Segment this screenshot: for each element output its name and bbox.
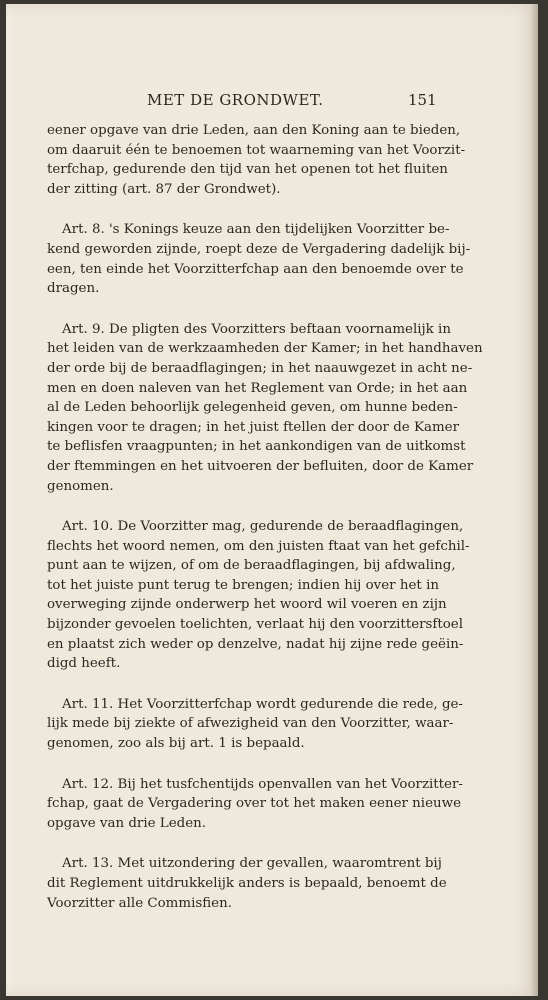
text-line: opgave van drie Leden. bbox=[47, 815, 206, 831]
article-12 bbox=[47, 775, 463, 834]
text-line: der ftemmingen en het uitvoeren der befluiten, door de Kamer bbox=[47, 458, 474, 474]
text-line: fchap, gaat de Vergadering over tot het maken eener nieuwe bbox=[47, 796, 462, 812]
page-number: 151 bbox=[408, 91, 437, 109]
article-13 bbox=[47, 854, 447, 913]
text-line: Voorzitter alle Commisfien. bbox=[47, 895, 232, 911]
text-line: kend geworden zijnde, roept deze de Vergadering dadelijk bij- bbox=[47, 241, 471, 257]
text-line: terfchap, gedurende den tijd van het openen tot het fluiten bbox=[47, 162, 448, 178]
text-line: een, ten einde het Voorzitterfchap aan den benoemde over te bbox=[47, 261, 464, 277]
text-line: flechts het woord nemen, om den juisten ftaat van het gefchil- bbox=[47, 538, 470, 554]
text-line: digd heeft. bbox=[47, 656, 121, 672]
running-head: MET DE GRONDWET. bbox=[147, 91, 324, 109]
text-line: der zitting (art. 87 der Grondwet). bbox=[47, 181, 281, 197]
text-line: het leiden van de werkzaamheden der Kamer; in het handhaven bbox=[47, 341, 483, 357]
text-line: en plaatst zich weder op denzelve, nadat hij zijne rede geëin- bbox=[47, 636, 464, 652]
text-line: Art. 10. De Voorzitter mag, gedurende de beraadflagingen, bbox=[62, 519, 464, 535]
text-line: Art. 12. Bij het tusfchentijds openvallen van het Voorzitter- bbox=[62, 776, 463, 792]
book-page bbox=[6, 4, 538, 996]
article-10 bbox=[47, 517, 470, 674]
text-line: dragen. bbox=[47, 281, 100, 297]
text-line: tot het juiste punt terug te brengen; indien hij over het in bbox=[47, 577, 439, 593]
text-line: om daaruit één te benoemen tot waarneming van het Voorzit- bbox=[47, 142, 466, 158]
text-line: overweging zijnde onderwerp het woord wil voeren en zijn bbox=[47, 597, 447, 613]
article-9 bbox=[47, 320, 483, 496]
text-line: men en doen naleven van het Reglement van Orde; in het aan bbox=[47, 380, 468, 396]
text-line: bijzonder gevoelen toelichten, verlaat hij den voorzittersftoel bbox=[47, 617, 463, 633]
article-8 bbox=[47, 220, 471, 298]
text-line: te beflisfen vraagpunten; in het aankondigen van de uitkomst bbox=[47, 439, 466, 455]
text-line: dit Reglement uitdrukkelijk anders is bepaald, benoemt de bbox=[47, 876, 447, 891]
text-line: genomen, zoo als bij art. 1 is bepaald. bbox=[47, 736, 305, 752]
text-line: Art. 8. 's Konings keuze aan den tijdelijken Voorzitter be- bbox=[62, 222, 450, 238]
text-line: kingen voor te dragen; in het juist ftellen der door de Kamer bbox=[47, 419, 459, 435]
text-line: Art. 13. Met uitzondering der gevallen, waaromtrent bij bbox=[62, 856, 442, 872]
text-line: der orde bij de beraadflagingen; in het naauwgezet in acht ne- bbox=[47, 360, 473, 376]
page-header bbox=[6, 91, 538, 115]
text-line: genomen. bbox=[47, 478, 114, 494]
text-line: eener opgave van drie Leden, aan den Koning aan te bieden, bbox=[47, 123, 461, 138]
text-line: al de Leden behoorlijk gelegenheid geven, om hunne beden- bbox=[47, 400, 458, 416]
article-11 bbox=[47, 695, 463, 754]
text-line: punt aan te wijzen, of om de beraadflagingen, bij afdwaling, bbox=[47, 558, 456, 574]
text-line: Art. 9. De pligten des Voorzitters beftaan voornamelijk in bbox=[62, 321, 451, 337]
text-line: lijk mede bij ziekte of afwezigheid van den Voorzitter, waar- bbox=[47, 716, 454, 732]
text-line: Art. 11. Het Voorzitterfchap wordt gedurende die rede, ge- bbox=[62, 696, 463, 712]
body-text bbox=[47, 121, 483, 934]
paragraph-continuation bbox=[47, 121, 466, 199]
